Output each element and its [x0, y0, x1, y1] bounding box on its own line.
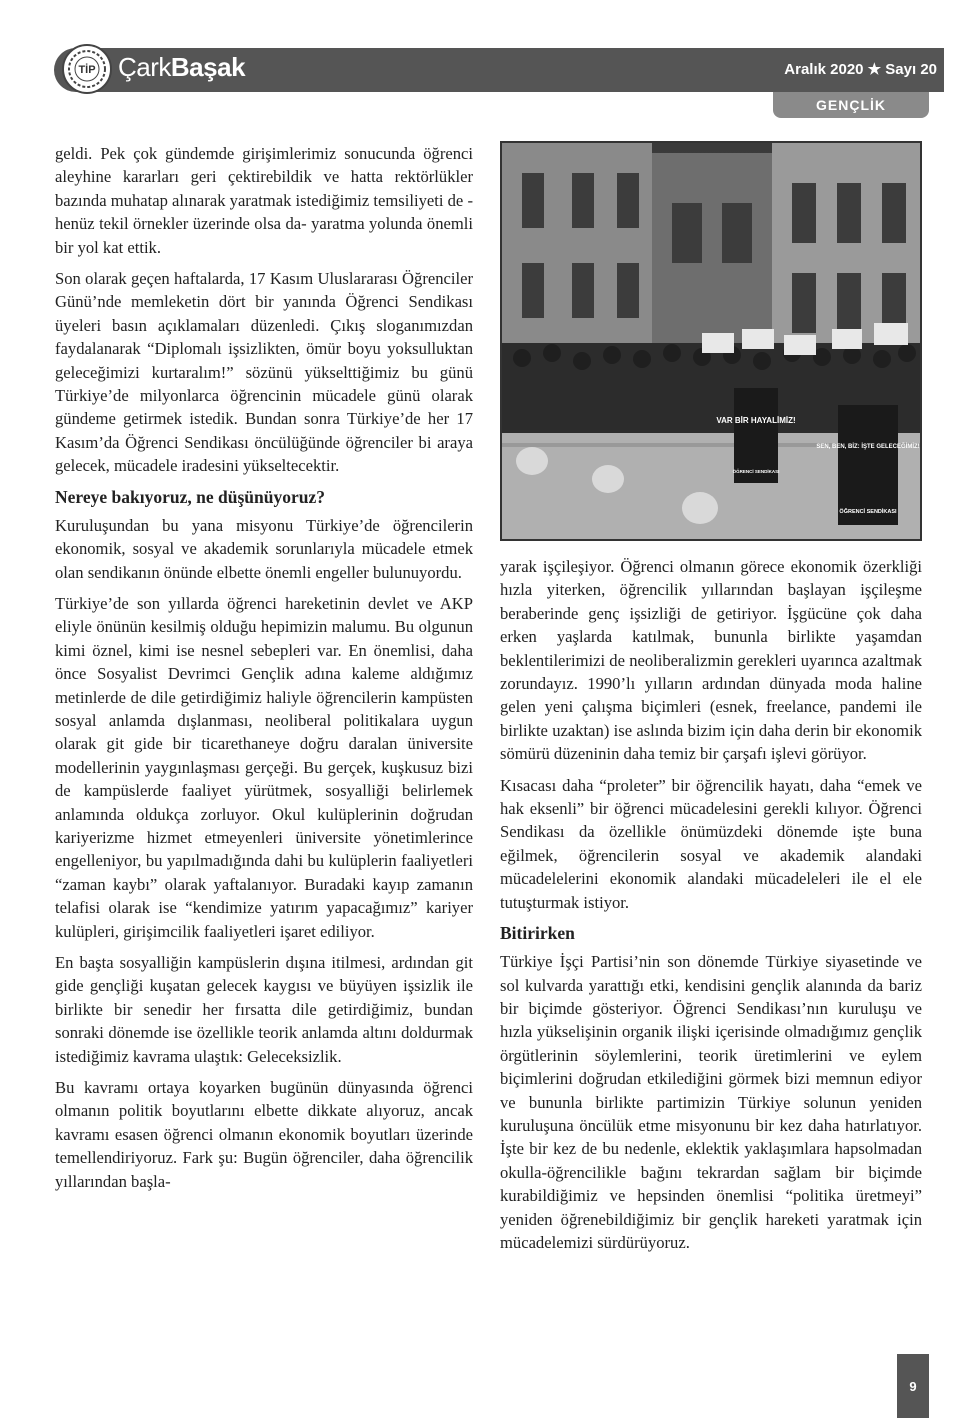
wheel-wheat-icon [66, 48, 108, 90]
sign-slogan-2: SEN, BEN, BİZ: İŞTE GELECEĞİMİZ! [816, 444, 920, 450]
paragraph: Kuruluşundan bu yana misyonu Türkiye’de öğrencilerin ekonomik, sosyal ve akademik sorunlarıyla mücadele etmek olan sendikanın önünde elbette önemli engeller bulunuyordu. [55, 515, 473, 582]
logo-text: TİP [78, 64, 96, 76]
paragraph: Kısacası daha “proleter” bir öğrencilik hayatı, daha “emek ve hak eksenli” bir öğrenci mücadelesini gerekli kılıyor. Öğrenci Sendikası da özellikle önümüzdeki dönemde işte buna eğilmek, öğrencilerin sosyal ve akademik alandaki mücadelelerini ekonomik alandaki mücadeleleri ile el ele tutuşturmak istiyor. [500, 775, 922, 912]
sign-org-1: ÖĞRENCİ SENDİKASI [732, 469, 780, 474]
left-column [55, 142, 473, 1201]
paragraph: En başta sosyalliğin kampüslerin dışına itilmesi, ardından git gide gençliği kuşatan gelecek kaygısı ve büyüyen işsizlik ile birlikte bir senedir her fırsatta dile getirdiğimiz, bundan sonraki dönemde ise özellikle teorik anlamda altını doldurmak istediğimiz kavrama ulaştık: Geleceksizlik. [55, 953, 473, 1066]
paragraph: Türkiye İşçi Partisi’nin son dönemde Türkiye siyasetinde ve sol kulvarda yarattığı etki, kendisini gençlik alanında da bariz bir biçimde gösteriyor. Öğrenci Sendikası’nın kuruluşu ve hızla yükselişinin organik ilişki içerisinde olmadığımız gençlik örgütlerinin söylemlerini, teorik üretimlerini ve eylem biçimlerini doğrudan etkilediğini görmek bizi memnun ediyor ve bununla birlikte partimizin Türkiye solunun yeniden kuruluşuna öncülük etme misyonunu bir kez daha hatırlatıyor. İşte bir kez de bu nedenle, eklektik yaklaşımlara hapsolmadan okulla-öğrencilikle bağını tekrardan sağlam bir biçimde kurabildiğimiz ve hepsinden önemlisi “politika üretmeyi” yeniden öğrenebildiğimiz bir gençlik hareketi yaratmak için mücadelemizi sürdürüyoruz. [500, 952, 922, 1252]
brand-title [118, 52, 245, 83]
right-column [500, 555, 922, 1262]
section-heading: Nereye bakıyoruz, ne düşünüyoruz? [55, 486, 325, 507]
paragraph: Bu kavramı ortaya koyarken bugünün dünyasında öğrenci olmanın politik boyutlarını elbette dikkate alıyoruz, ancak kavramı esasen öğrenci olmanın ekonomik boyutları üzerinde temellendiriyoruz. Fark şu: Bugün öğrenciler, daha öğrencilik yıllarından başla- [55, 1078, 473, 1191]
protest-photo [500, 141, 922, 541]
section-heading: Bitirirken [500, 923, 575, 944]
tip-logo [62, 44, 112, 94]
issue-info: Aralık 2020 ★ Sayı 20 [784, 61, 937, 78]
paragraph: geldi. Pek çok gündemde girişimlerimiz sonucunda öğrenci aleyhine kararları geri çektirebildik ve hatta rektörlükler bazında muhatap alınarak yaratmak istediğimiz temsiliyeti de -henüz tekil örnekler üzerinde olsa da- yaratma yolunda önemli bir yol kat ettik. [55, 144, 473, 257]
sign-org-2: ÖĞRENCİ SENDİKASI [839, 509, 897, 515]
brand-bold: Başak [170, 52, 246, 82]
page-number: 9 [897, 1354, 929, 1418]
paragraph: yarak işçileşiyor. Öğrenci olmanın görece ekonomik özerkliği hızla yiterken, öğrencilik yıllarından başlayan işçileşme beraberinde genç işsizliği de getiriyor. İşgücüne çok daha erken yaşlarda katılmak, bununla birlikte yaşamdan beklentilerimizi de neoliberalizmin gerekleri uyarınca azaltmak zorundayız. 1990’lı yılların ardından dünyada moda haline gelen yeni çalışma biçimleri (esnek, freelance, pandemi ile birlikte uzaktan) ise aslında bizim için daha derin bir ekonomik sömürü düzeninin daha temiz bir çarşafı işlevi görüyor. [500, 557, 922, 764]
photo-illustration [502, 143, 920, 539]
brand-light: Çark [118, 52, 171, 82]
paragraph: Son olarak geçen haftalarda, 17 Kasım Uluslararası Öğrenciler Günü’nde memleketin dört bir yanında Öğrenci Sendikası üyeleri basın açıklamaları düzenledi. Çıkış sloganımızdan faydalanarak “Diplomalı işsizlikten, ömür boyu yoksulluktan geleceğimizi kurtaralım!” sözünü yükselttiğimiz bu günü Türkiye’de milyonlarca öğrencinin mücadele günü olarak gündeme getirmek istedik. Bundan sonra Türkiye’de her 17 Kasım’da Öğrenci Sendikası öncülüğünde öğrenciler bi araya gelecek, mücadele iradesini yükseltecektir. [55, 269, 473, 476]
section-tab: GENÇLİK [773, 92, 929, 118]
sign-slogan-1: VAR BİR HAYALİMİZ! [716, 416, 796, 425]
paragraph: Türkiye’de son yıllarda öğrenci hareketinin devlet ve AKP eliyle önünün kesilmiş olduğu hepimizin malumu. Bu olgunun kimi öznel, kimi ise nesnel sebepleri var. En önemlisi, daha önce Sosyalist Devrimci Gençlik adına kaleme aldığımız metinlerde de dile getirdiğimiz haliyle öğrencilerin kampüsten sosyal anlamda dışlanması, neoliberal politikalara uygun olarak git gide bir ticarethaneye doğru daralan üniversite modellerinin yaygınlaşması gerçeği. Bu gerçek, kuşkusuz bizi de kampüslerde faaliyet yürütmek, sosyalliği belirlemek anlamında oldukça zorluyor. Okul kulüplerinin doğrudan kariyerizme hizmet etmeyenleri üniversite yönetimlerince engelleniyor, bu yapılmadığında dahi bu kulüplerin faaliyetleri “zaman kaybı” olarak yaftalanıyor. Buradaki kayıp zamanın telafisi olarak ise “kendimize yatırım yapacağımız” kariyer kulüpleri, girişimcilik faaliyetleri işaret ediliyor. [55, 593, 473, 941]
